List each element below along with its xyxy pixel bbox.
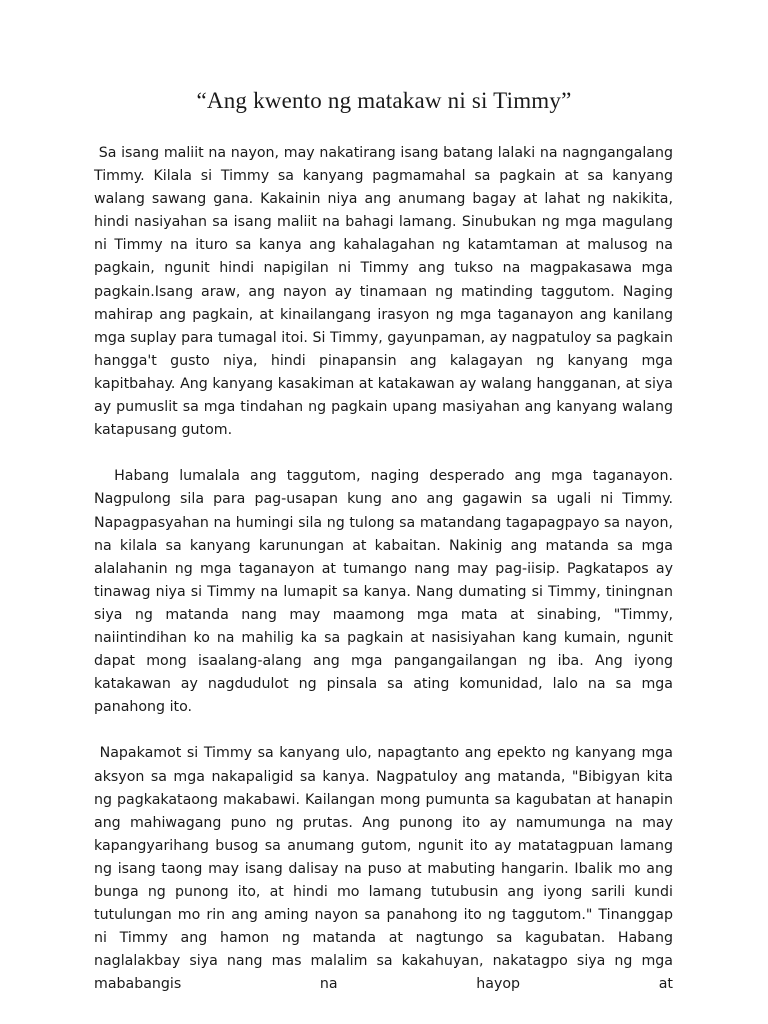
paragraph: Habang lumalala ang taggutom, naging desperado ang mga taganayon. Nagpulong sila para pag-usapan kung ano ang gagawin sa ugali ni Timmy. Napagpasyahan na humingi sila ng tulong sa matandang tagapagpayo sa nayon, na kilala sa kanyang karunungan at kabaitan. Nakinig ang matanda sa mga alalahanin ng mga taganayon at tumango nang may pag-iisip. Pagkatapos ay tinawag niya si Timmy na lumapit sa kanya. Nang dumating si Timmy, tiningnan siya ng matanda nang may maamong mga mata at sinabing, "Timmy, naiintindihan ko na mahilig ka sa pagkain at nasisiyahan kang kumain, ngunit dapat mong isaalang-alang ang mga pangangailangan ng iba. Ang iyong katakawan ay nagdudulot ng pinsala sa ating komunidad, lalo na sa mga panahong ito. (94, 468, 678, 716)
paragraph: Napakamot si Timmy sa kanyang ulo, napagtanto ang epekto ng kanyang mga aksyon sa mga nakapaligid sa kanya. Nagpatuloy ang matanda, "Bibigyan kita ng pagkakataong makabawi. Kailangan mong pumunta sa kagubatan at hanapin ang mahiwagang puno ng prutas. Ang punong ito ay namumunga na may kapangyarihang busog sa anumang gutom, ngunit ito ay matatagpuan lamang ng isang taong may isang dalisay na puso at mabuting hangarin. Ibalik mo ang bunga ng punong ito, at hindi mo lamang tutubusin ang iyong sarili kundi tutulungan mo rin ang aming nayon sa panahong ito ng taggutom." Tinanggap ni Timmy ang hamon ng matanda at nagtungo sa kagubatan. Habang naglalakbay siya nang mas malalim sa kakahuyan, nakatagpo siya ng mga mababangis na hayop at (94, 745, 678, 993)
paragraph: Sa isang maliit na nayon, may nakatirang isang batang lalaki na nagngangalang Timmy. Kilala si Timmy sa kanyang pagmamahal sa pagkain at sa kanyang walang sawang gana. Kakainin niya ang anumang bagay at lahat ng nakikita, hindi nasiyahan sa isang maliit na bahagi lamang. Sinubukan ng mga magulang ni Timmy na ituro sa kanya ang kahalagahan ng katamtaman at malusog na pagkain, ngunit hindi napigilan ni Timmy ang tukso na magpakasawa mga pagkain.Isang araw, ang nayon ay tinamaan ng matinding taggutom. Naging mahirap ang pagkain, at kinailangang irasyon ng mga taganayon ang kanilang mga suplay para tumagal itoi. Si Timmy, gayunpaman, ay nagpatuloy sa pagkain hangga't gusto niya, hindi pinapansin ang kalagayan ng kanyang mga kapitbahay. Ang kanyang kasakiman at katakawan ay walang hangganan, at siya ay pumuslit sa mga tindahan ng pagkain upang masiyahan ang kanyang walang katapusang gutom. (94, 145, 683, 439)
page-title: “Ang kwento ng matakaw ni si Timmy” (196, 88, 572, 113)
story-body (94, 142, 683, 1020)
